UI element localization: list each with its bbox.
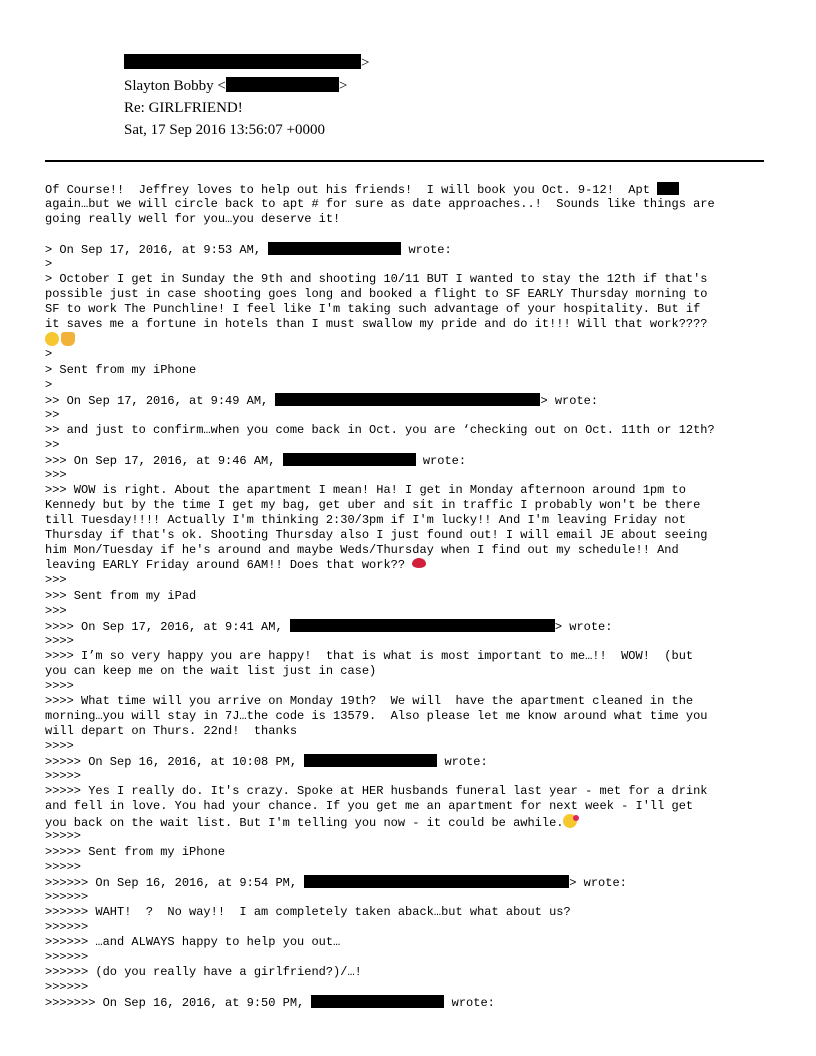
quote-line: >>>>>> <box>45 980 89 994</box>
quote-line: SF to work The Punchline! I feel like I'm taking such advantage of your hospitality. But if <box>45 302 701 316</box>
quote-line: you can keep me on the wait list just in case) <box>45 664 377 678</box>
redacted-recipient <box>226 77 339 92</box>
quote-header-suffix: > wrote: <box>540 394 599 408</box>
quote-header-suffix: wrote: <box>401 243 452 257</box>
from-close: > <box>361 55 370 71</box>
body-line: again…but we will circle back to apt # for sure as date approaches..! Sounds like things are <box>45 197 715 211</box>
body-text: Of Course!! Jeffrey loves to help out his friends! I will book you Oct. 9-12! Apt <box>45 183 658 197</box>
redacted-name <box>268 242 401 255</box>
quote-line: >> <box>45 438 60 452</box>
praying-hands-emoji-icon <box>61 332 75 346</box>
quote-header-text: >>>> On Sep 17, 2016, at 9:41 AM, <box>45 620 290 634</box>
quote-line: >>>> <box>45 679 74 693</box>
redacted-name <box>304 754 437 767</box>
quote-line: >>>>> Sent from my iPhone <box>45 845 226 859</box>
redacted-name <box>275 393 540 406</box>
quote-header-suffix: wrote: <box>415 454 467 468</box>
from-value <box>124 52 369 74</box>
quote-line: >>> WOW is right. About the apartment I mean! Ha! I get in Monday afternoon around 1pm to <box>45 483 686 497</box>
quote-line: Kennedy but by the time I get my bag, get uber and sit in traffic I probably won't be there <box>45 498 701 512</box>
redacted-name <box>311 995 444 1008</box>
quote-line: >>> <box>45 573 67 587</box>
quote-line: >>>>>> <box>45 950 89 964</box>
quote-header <box>45 393 598 408</box>
quote-line: >>>> I’m so very happy you are happy! that is what is most important to me…!! WOW! (but <box>45 649 694 663</box>
redacted-apt <box>657 182 679 195</box>
quote-header-suffix: wrote: <box>437 755 488 769</box>
quote-line: >>>>> <box>45 829 82 843</box>
quote-header <box>45 754 488 769</box>
quote-header-suffix: > wrote: <box>569 876 627 890</box>
quote-line: >>>> <box>45 739 74 753</box>
quote-header-text: > On Sep 17, 2016, at 9:53 AM, <box>45 243 269 257</box>
quote-line: till Tuesday!!!! Actually I'm thinking 2:30/3pm if I'm lucky!! And I'm leaving Friday not <box>45 513 686 527</box>
quote-line: >> <box>45 408 60 422</box>
quote-line: > <box>45 257 53 271</box>
quote-line: >> and just to confirm…when you come back in Oct. you are ‘checking out on Oct. 11th or 12th? <box>45 423 715 437</box>
quote-header <box>45 619 612 634</box>
quote-line: >>>> What time will you arrive on Monday 19th? We will have the apartment cleaned in the <box>45 694 694 708</box>
quote-header <box>45 995 495 1010</box>
quote-line <box>45 814 579 829</box>
quote-line: > <box>45 347 53 361</box>
quote-line: >>> <box>45 468 67 482</box>
redacted-name <box>283 453 416 466</box>
emoji-line <box>45 332 77 347</box>
quote-text: leaving EARLY Friday around 6AM!! Does that work?? <box>45 558 413 572</box>
quote-line: >>>> <box>45 634 74 648</box>
to-name: Slayton Bobby < <box>124 78 226 94</box>
quote-line: >>>>>> <box>45 920 89 934</box>
quote-header-text: >>>>>> On Sep 16, 2016, at 9:54 PM, <box>45 876 305 890</box>
quote-header-suffix: > wrote: <box>554 620 613 634</box>
quote-line: Thursday if that's ok. Shooting Thursday also I just found out! I will email JE about seeing <box>45 528 708 542</box>
quote-line: him Mon/Tuesday if he's around and maybe Weds/Thursday when I find out my schedule!! And <box>45 543 679 557</box>
quote-line: > Sent from my iPhone <box>45 363 197 377</box>
quote-line: >>>>> <box>45 860 82 874</box>
quote-line: >>>>>> WAHT! ? No way!! I am completely taken aback…but what about us? <box>45 905 571 919</box>
quote-line: and fell in love. You had your chance. If you get me an apartment for next week - I'll get <box>45 799 694 813</box>
kissing-face-emoji-icon <box>563 814 577 828</box>
lips-emoji-icon <box>412 558 426 568</box>
redacted-name <box>290 619 555 632</box>
quote-line: >>> Sent from my iPad <box>45 589 197 603</box>
redacted-name <box>304 875 569 888</box>
body-line: going really well for you…you deserve it! <box>45 212 341 226</box>
quote-header-text: >>>>> On Sep 16, 2016, at 10:08 PM, <box>45 755 305 769</box>
quote-line: >>>>>> (do you really have a girlfriend?)/…! <box>45 965 362 979</box>
quote-line: > October I get in Sunday the 9th and shooting 10/11 BUT I wanted to stay the 12th if that's <box>45 272 708 286</box>
to-close: > <box>338 78 348 94</box>
quote-header <box>45 875 627 890</box>
quote-header-suffix: wrote: <box>444 996 495 1010</box>
quote-header <box>45 453 466 468</box>
quote-line: it saves me a fortune in hotels than I must swallow my pride and do it!!! Will that work???? <box>45 317 708 331</box>
quote-header-text: >>>>>>> On Sep 16, 2016, at 9:50 PM, <box>45 996 312 1010</box>
quote-header <box>45 242 452 257</box>
subject-value: Re: GIRLFRIEND! <box>124 100 243 116</box>
quote-line: >>>>>> …and ALWAYS happy to help you out… <box>45 935 341 949</box>
date-value: Sat, 17 Sep 2016 13:56:07 +0000 <box>124 122 325 138</box>
quote-header-text: >>> On Sep 17, 2016, at 9:46 AM, <box>45 454 283 468</box>
quote-line: >>> <box>45 604 67 618</box>
quote-line: >>>>>> <box>45 890 89 904</box>
quote-line: morning…you will stay in 7J…the code is 13579. Also please let me know around what time you <box>45 709 708 723</box>
quote-text: you back on the wait list. But I'm telling you now - it could be awhile. <box>45 816 564 830</box>
to-value <box>124 75 347 97</box>
grimace-emoji-icon <box>45 332 59 346</box>
quote-line <box>45 558 428 573</box>
quote-header-text: >> On Sep 17, 2016, at 9:49 AM, <box>45 394 276 408</box>
quote-line: possible just in case shooting goes long and booked a flight to SF EARLY Thursday morning to <box>45 287 708 301</box>
redacted-sender <box>124 54 361 69</box>
quote-line: >>>>> <box>45 769 82 783</box>
header-divider <box>45 160 764 162</box>
quote-line: will depart on Thurs. 22nd! thanks <box>45 724 298 738</box>
quote-line: > <box>45 378 53 392</box>
quote-line: >>>>> Yes I really do. It's crazy. Spoke at HER husbands funeral last year - met for a drink <box>45 784 708 798</box>
body-line <box>45 182 679 197</box>
